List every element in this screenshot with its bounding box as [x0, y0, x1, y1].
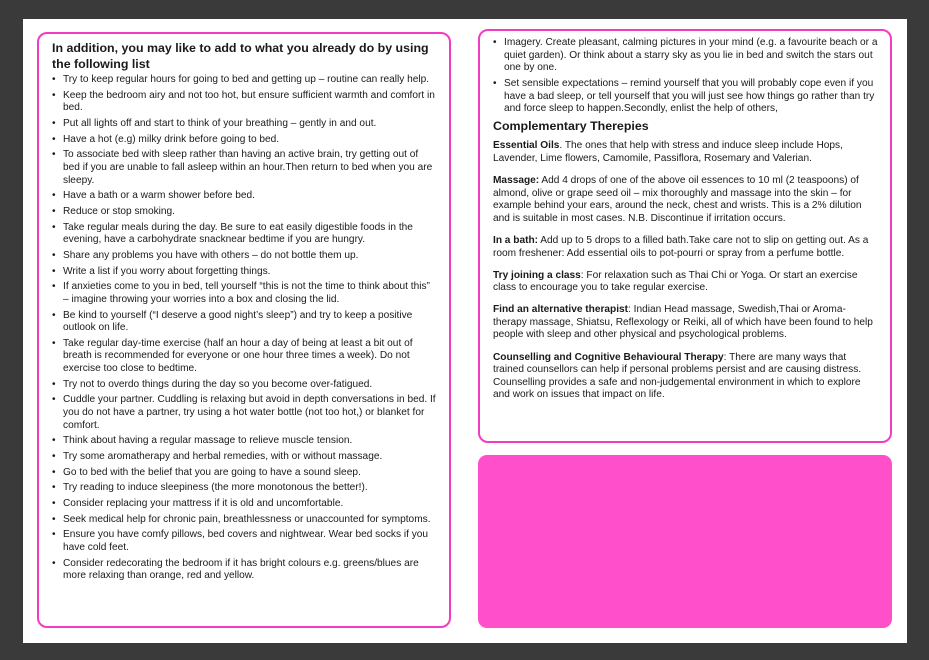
tips-heading: In addition, you may like to add to what you already do by using the following list: [52, 41, 429, 71]
list-item: • Share any problems you have with others – do not bottle them up.: [52, 250, 437, 263]
paragraph-label: Counselling and Cognitive Behavioural Therapy: [493, 351, 724, 363]
therapy-paragraph-class: [493, 270, 878, 295]
list-item: • Set sensible expectations – remind yourself that you will probably cope even if you have a bad sleep, or tell yourself that you will just see how things go rather than try and force sleep to happen.Secondly, enlist the help of others,: [493, 78, 878, 116]
list-item: • Try not to overdo things during the day so you become over-fatigued.: [52, 379, 437, 392]
list-item: • Ensure you have comfy pillows, bed covers and nightwear. Wear bed socks if you have cold feet.: [52, 529, 437, 554]
paragraph-label: In a bath:: [493, 234, 538, 246]
list-item: • Write a list if you worry about forgetting things.: [52, 266, 437, 279]
paragraph-text: . The ones that help with stress and induce sleep include Hops, Lavender, Lime flowers, Camomile, Passiflora, Rosemary and Valerian.: [493, 140, 843, 164]
paragraph-label: Massage:: [493, 175, 540, 187]
therapies-panel: [478, 29, 892, 443]
paragraph-label: Find an alternative therapist: [493, 304, 629, 316]
paragraph-text: : There are many ways that trained counsellors can help if personal problems persist and are causing distress. Counselling provides a safe and non-judgemental environment in which to explore and work on issues that impact on life.: [493, 351, 862, 401]
list-item: • Take regular meals during the day. Be sure to eat easily digestible foods in the evening, have a carbohydrate snacknear bedtime if you are hungry.: [52, 222, 437, 247]
list-item: • If anxieties come to you in bed, tell yourself “this is not the time to think about this” – imagine throwing your worries into a box and closing the lid.: [52, 281, 437, 306]
list-item: • Have a hot (e.g) milky drink before going to bed.: [52, 134, 437, 147]
paragraph-label: Essential Oils: [493, 140, 560, 152]
list-item: • Reduce or stop smoking.: [52, 206, 437, 219]
document-page: [23, 19, 907, 643]
paragraph-text: : For relaxation such as Thai Chi or Yoga. Or start an exercise class to encourage you to take regular exercise.: [493, 269, 858, 294]
list-item: • Keep the bedroom airy and not too hot, but ensure sufficient warmth and comfort in bed.: [52, 90, 437, 115]
list-item: • Be kind to yourself (“I deserve a good night’s sleep”) and try to keep a positive outlook on life.: [52, 310, 437, 335]
list-item: • Have a bath or a warm shower before bed.: [52, 190, 437, 203]
paragraph-text: : Indian Head massage, Swedish,Thai or Aroma-therapy massage, Shiatsu, Reflexology or Reiki, all of which have been found to help people with sleep and other physical and psychological problems.: [493, 304, 873, 341]
paragraph-text: Add 4 drops of one of the above oil essences to 10 ml (2 teaspoons) of almond, olive or grape seed oil – mix thoroughly and massage into the skin – for example behind your ears, around the neck, chest and wrists. This is a 2% dilution and is suitable in most cases. N.B. Discontinue if irritation occurs.: [493, 175, 862, 224]
section-title: Complementary Therepies: [493, 119, 649, 134]
list-item: • Consider replacing your mattress if it is old and uncomfortable.: [52, 498, 437, 511]
list-item: • Try some aromatherapy and herbal remedies, with or without massage.: [52, 451, 437, 464]
therapy-paragraph-therapist: [493, 304, 878, 342]
continued-tips-list: [493, 37, 878, 116]
pink-block: [478, 455, 892, 628]
list-item: • Go to bed with the belief that you are going to have a sound sleep.: [52, 467, 437, 480]
list-item: • Cuddle your partner. Cuddling is relaxing but avoid in depth conversations in bed. If you do not have a partner, try using a hot water bottle (not too hot,) or blanket for comfort.: [52, 394, 437, 432]
list-item: • Put all lights off and start to think of your breathing – gently in and out.: [52, 118, 437, 131]
paragraph-label: Try joining a class: [493, 269, 581, 281]
tips-panel: [37, 32, 451, 628]
list-item: • To associate bed with sleep rather than having an active brain, try getting out of bed if you are unable to fall asleep within an hour.Then return to bed when you are sleepy.: [52, 149, 437, 187]
list-item: • Consider redecorating the bedroom if it has bright colours e.g. greens/blues are more relaxing than orange, red and yellow.: [52, 558, 437, 583]
tips-list: [52, 74, 437, 583]
list-item: • Think about having a regular massage to relieve muscle tension.: [52, 435, 437, 448]
list-item: • Try reading to induce sleepiness (the more monotonous the better!).: [52, 482, 437, 495]
list-item: • Imagery. Create pleasant, calming pictures in your mind (e.g. a favourite beach or a quiet garden). Or think about a starry sky as you lie in bed and switch the stars out one by one.: [493, 37, 878, 75]
list-item: • Try to keep regular hours for going to bed and getting up – routine can really help.: [52, 74, 437, 87]
list-item: • Take regular day-time exercise (half an hour a day of being at least a bit out of breath is recommended for everyone or one hour three times a week). Do not exercise too close to bedtime.: [52, 338, 437, 376]
therapy-paragraph-massage: [493, 175, 878, 225]
therapy-paragraph-counselling: [493, 352, 878, 402]
therapy-paragraph-essential-oils: [493, 140, 878, 165]
list-item: • Seek medical help for chronic pain, breathlessness or unaccounted for symptoms.: [52, 514, 437, 527]
therapy-paragraph-bath: [493, 235, 878, 260]
paragraph-text: Add up to 5 drops to a filled bath.Take care not to slip on getting out. As a room freshener: Add essential oils to pot-pourri or spray from a perfume bottle.: [493, 234, 869, 259]
